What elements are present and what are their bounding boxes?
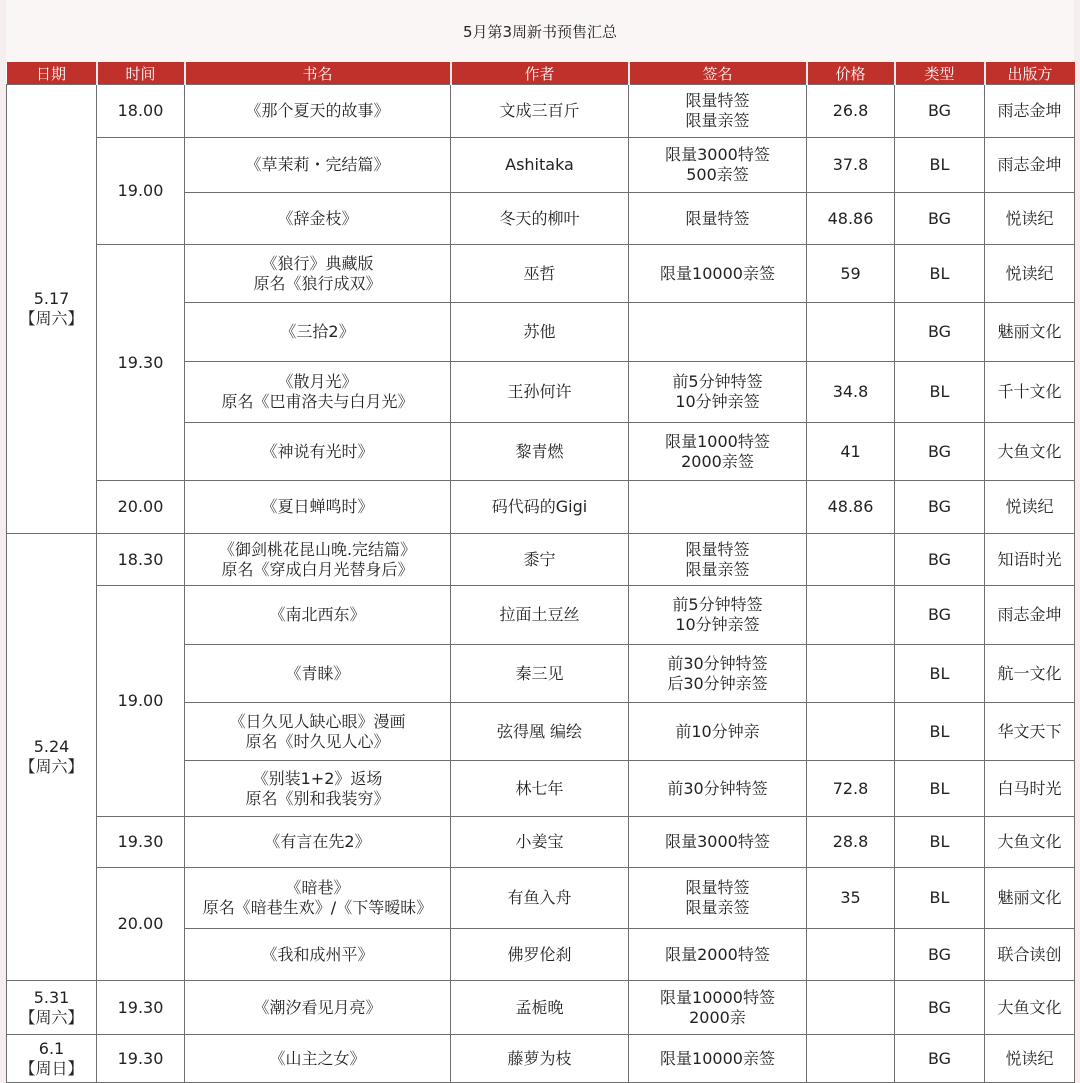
type-cell: BL bbox=[895, 761, 985, 817]
header-book: 书名 bbox=[185, 62, 451, 85]
table-row bbox=[7, 481, 1075, 534]
time-cell: 18.00 bbox=[97, 85, 185, 138]
publisher-cell: 魅丽文化 bbox=[985, 303, 1075, 362]
publisher-cell: 悦读纪 bbox=[985, 1035, 1075, 1083]
table-row bbox=[7, 817, 1075, 868]
price-cell: 48.86 bbox=[807, 481, 895, 534]
header-sign: 签名 bbox=[629, 62, 807, 85]
book-cell: 《御剑桃花昆山晚.完结篇》 原名《穿成白月光替身后》 bbox=[185, 534, 451, 586]
type-cell: BL bbox=[895, 245, 985, 303]
type-cell: BG bbox=[895, 1035, 985, 1083]
price-cell bbox=[807, 303, 895, 362]
price-cell: 48.86 bbox=[807, 193, 895, 245]
type-cell: BL bbox=[895, 868, 985, 929]
book-cell: 《别装1+2》返场 原名《别和我装穷》 bbox=[185, 761, 451, 817]
table-row bbox=[7, 868, 1075, 929]
header-price: 价格 bbox=[807, 62, 895, 85]
author-cell: 秦三见 bbox=[451, 645, 629, 703]
publisher-cell: 千十文化 bbox=[985, 362, 1075, 423]
publisher-cell: 大鱼文化 bbox=[985, 423, 1075, 481]
type-cell: BG bbox=[895, 193, 985, 245]
table-row bbox=[7, 1035, 1075, 1083]
sign-cell bbox=[629, 481, 807, 534]
type-cell: BL bbox=[895, 817, 985, 868]
sign-cell: 限量3000特签 500亲签 bbox=[629, 138, 807, 193]
book-cell: 《草茉莉・完结篇》 bbox=[185, 138, 451, 193]
type-cell: BG bbox=[895, 534, 985, 586]
type-cell: BG bbox=[895, 929, 985, 981]
publisher-cell: 悦读纪 bbox=[985, 193, 1075, 245]
price-cell bbox=[807, 534, 895, 586]
publisher-cell: 雨志金坤 bbox=[985, 85, 1075, 138]
book-cell: 《暗巷》 原名《暗巷生欢》/《下等暧昧》 bbox=[185, 868, 451, 929]
header-row bbox=[7, 62, 1075, 85]
date-cell: 6.1 【周日】 bbox=[7, 1035, 97, 1083]
author-cell: 拉面土豆丝 bbox=[451, 586, 629, 645]
type-cell: BG bbox=[895, 423, 985, 481]
header-type: 类型 bbox=[895, 62, 985, 85]
time-cell: 19.30 bbox=[97, 981, 185, 1035]
type-cell: BL bbox=[895, 703, 985, 761]
header-author: 作者 bbox=[451, 62, 629, 85]
sign-cell: 前30分钟特签 后30分钟亲签 bbox=[629, 645, 807, 703]
book-cell: 《日久见人缺心眼》漫画 原名《时久见人心》 bbox=[185, 703, 451, 761]
table-row bbox=[7, 981, 1075, 1035]
book-cell: 《有言在先2》 bbox=[185, 817, 451, 868]
sign-cell: 限量特签 限量亲签 bbox=[629, 534, 807, 586]
book-cell: 《三拾2》 bbox=[185, 303, 451, 362]
table-row bbox=[7, 245, 1075, 303]
date-cell: 5.17 【周六】 bbox=[7, 85, 97, 534]
type-cell: BG bbox=[895, 586, 985, 645]
author-cell: 弦得凰 编绘 bbox=[451, 703, 629, 761]
price-cell bbox=[807, 645, 895, 703]
date-cell: 5.31 【周六】 bbox=[7, 981, 97, 1035]
price-cell bbox=[807, 1035, 895, 1083]
book-cell: 《南北西东》 bbox=[185, 586, 451, 645]
sign-cell: 限量特签 bbox=[629, 193, 807, 245]
type-cell: BL bbox=[895, 645, 985, 703]
time-cell: 19.00 bbox=[97, 586, 185, 817]
publisher-cell: 联合读创 bbox=[985, 929, 1075, 981]
publisher-cell: 雨志金坤 bbox=[985, 586, 1075, 645]
sign-cell: 前10分钟亲 bbox=[629, 703, 807, 761]
author-cell: 有鱼入舟 bbox=[451, 868, 629, 929]
presale-table bbox=[6, 62, 1075, 1083]
author-cell: 王孙何许 bbox=[451, 362, 629, 423]
price-cell: 37.8 bbox=[807, 138, 895, 193]
price-cell bbox=[807, 981, 895, 1035]
header-time: 时间 bbox=[97, 62, 185, 85]
publisher-cell: 大鱼文化 bbox=[985, 981, 1075, 1035]
author-cell: 佛罗伦刹 bbox=[451, 929, 629, 981]
publisher-cell: 大鱼文化 bbox=[985, 817, 1075, 868]
sign-cell: 限量2000特签 bbox=[629, 929, 807, 981]
book-cell: 《那个夏天的故事》 bbox=[185, 85, 451, 138]
type-cell: BL bbox=[895, 362, 985, 423]
type-cell: BG bbox=[895, 85, 985, 138]
author-cell: 黍宁 bbox=[451, 534, 629, 586]
price-cell: 59 bbox=[807, 245, 895, 303]
book-cell: 《神说有光时》 bbox=[185, 423, 451, 481]
sign-cell: 前5分钟特签 10分钟亲签 bbox=[629, 586, 807, 645]
publisher-cell: 知语时光 bbox=[985, 534, 1075, 586]
type-cell: BG bbox=[895, 481, 985, 534]
table-row bbox=[7, 85, 1075, 138]
time-cell: 20.00 bbox=[97, 868, 185, 981]
book-cell: 《潮汐看见月亮》 bbox=[185, 981, 451, 1035]
price-cell bbox=[807, 703, 895, 761]
price-cell: 35 bbox=[807, 868, 895, 929]
publisher-cell: 悦读纪 bbox=[985, 245, 1075, 303]
price-cell: 26.8 bbox=[807, 85, 895, 138]
date-cell: 5.24 【周六】 bbox=[7, 534, 97, 981]
author-cell: 冬天的柳叶 bbox=[451, 193, 629, 245]
book-cell: 《山主之女》 bbox=[185, 1035, 451, 1083]
time-cell: 19.00 bbox=[97, 138, 185, 245]
publisher-cell: 悦读纪 bbox=[985, 481, 1075, 534]
author-cell: 黎青燃 bbox=[451, 423, 629, 481]
publisher-cell: 航一文化 bbox=[985, 645, 1075, 703]
publisher-cell: 雨志金坤 bbox=[985, 138, 1075, 193]
time-cell: 19.30 bbox=[97, 817, 185, 868]
header-date: 日期 bbox=[7, 62, 97, 85]
price-cell: 34.8 bbox=[807, 362, 895, 423]
publisher-cell: 华文天下 bbox=[985, 703, 1075, 761]
type-cell: BG bbox=[895, 981, 985, 1035]
price-cell bbox=[807, 586, 895, 645]
table-row bbox=[7, 534, 1075, 586]
book-cell: 《我和成州平》 bbox=[185, 929, 451, 981]
header-publisher: 出版方 bbox=[985, 62, 1075, 85]
publisher-cell: 魅丽文化 bbox=[985, 868, 1075, 929]
book-cell: 《夏日蝉鸣时》 bbox=[185, 481, 451, 534]
author-cell: 小姜宝 bbox=[451, 817, 629, 868]
author-cell: 孟栀晚 bbox=[451, 981, 629, 1035]
price-cell bbox=[807, 929, 895, 981]
publisher-cell: 白马时光 bbox=[985, 761, 1075, 817]
sign-cell: 前30分钟特签 bbox=[629, 761, 807, 817]
author-cell: 林七年 bbox=[451, 761, 629, 817]
sign-cell: 限量特签 限量亲签 bbox=[629, 868, 807, 929]
author-cell: 巫哲 bbox=[451, 245, 629, 303]
time-cell: 19.30 bbox=[97, 1035, 185, 1083]
author-cell: 藤萝为枝 bbox=[451, 1035, 629, 1083]
type-cell: BG bbox=[895, 303, 985, 362]
sign-cell: 限量3000特签 bbox=[629, 817, 807, 868]
author-cell: 文成三百斤 bbox=[451, 85, 629, 138]
sign-cell: 限量1000特签 2000亲签 bbox=[629, 423, 807, 481]
book-cell: 《狼行》典藏版 原名《狼行成双》 bbox=[185, 245, 451, 303]
table-row bbox=[7, 138, 1075, 193]
sign-cell: 前5分钟特签 10分钟亲签 bbox=[629, 362, 807, 423]
sign-cell bbox=[629, 303, 807, 362]
sign-cell: 限量10000亲签 bbox=[629, 245, 807, 303]
book-cell: 《辞金枝》 bbox=[185, 193, 451, 245]
sign-cell: 限量特签 限量亲签 bbox=[629, 85, 807, 138]
table-row bbox=[7, 586, 1075, 645]
author-cell: Ashitaka bbox=[451, 138, 629, 193]
sign-cell: 限量10000特签 2000亲 bbox=[629, 981, 807, 1035]
author-cell: 苏他 bbox=[451, 303, 629, 362]
page-title: 5月第3周新书预售汇总 bbox=[6, 0, 1074, 62]
type-cell: BL bbox=[895, 138, 985, 193]
book-cell: 《散月光》 原名《巴甫洛夫与白月光》 bbox=[185, 362, 451, 423]
sign-cell: 限量10000亲签 bbox=[629, 1035, 807, 1083]
author-cell: 码代码的Gigi bbox=[451, 481, 629, 534]
price-cell: 28.8 bbox=[807, 817, 895, 868]
book-cell: 《青睐》 bbox=[185, 645, 451, 703]
price-cell: 41 bbox=[807, 423, 895, 481]
time-cell: 20.00 bbox=[97, 481, 185, 534]
price-cell: 72.8 bbox=[807, 761, 895, 817]
time-cell: 19.30 bbox=[97, 245, 185, 481]
time-cell: 18.30 bbox=[97, 534, 185, 586]
